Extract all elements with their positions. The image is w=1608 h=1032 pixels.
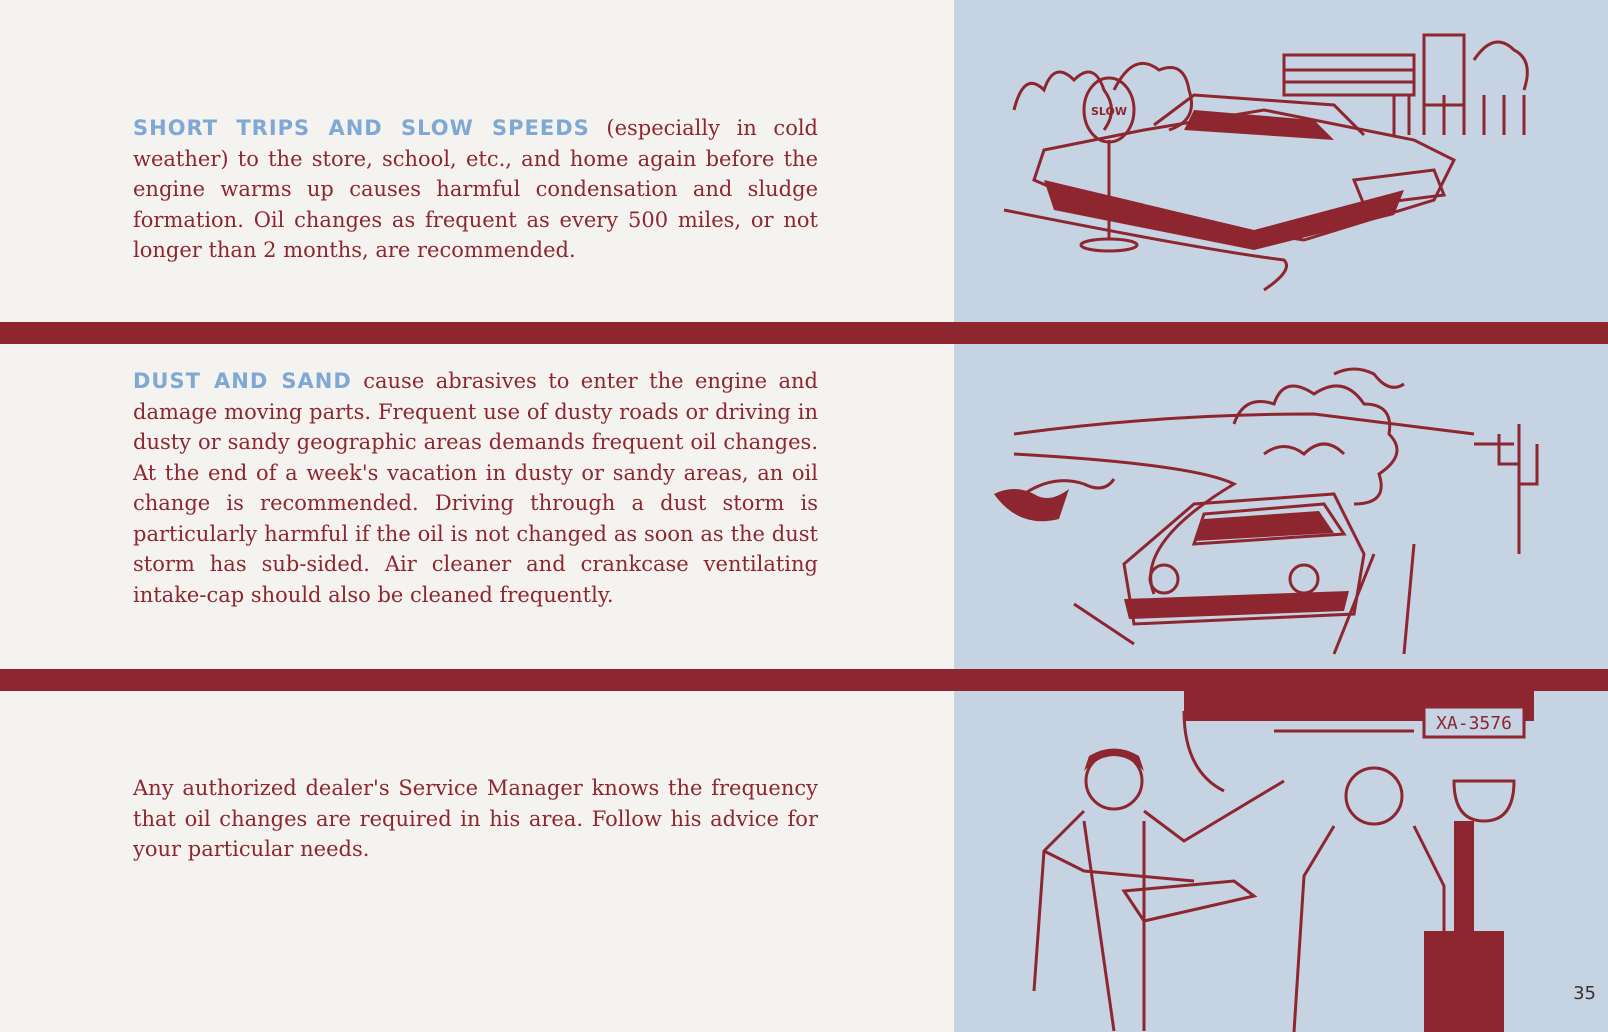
service-manager-illustration <box>954 691 1608 1032</box>
slow-sign-text: SLOW <box>1090 105 1128 118</box>
car-at-school-illustration <box>954 0 1608 322</box>
short-trips-paragraph <box>133 113 818 266</box>
car-in-dust-illustration <box>954 344 1608 669</box>
dust-sand-paragraph <box>133 366 818 610</box>
page-number: 35 <box>1573 983 1596 1004</box>
license-plate-text: XA-3576 <box>1436 713 1512 734</box>
short-trips-body: (especially in cold weather) to the store, school, etc., and home again before the engine warms up causes harmful condensation and sludge formation. Oil changes as frequent as every 500 miles, or not longer than 2 months, are recommended. <box>133 116 818 262</box>
illustration-short-trips <box>954 0 1608 322</box>
illustration-service <box>954 691 1608 1032</box>
divider-band-1 <box>0 322 1608 344</box>
dust-sand-heading: DUST AND SAND <box>133 369 352 393</box>
service-manager-paragraph <box>133 773 818 865</box>
divider-band-2 <box>0 669 1608 691</box>
short-trips-heading: SHORT TRIPS AND SLOW SPEEDS <box>133 116 590 140</box>
service-manager-body: Any authorized dealer's Service Manager knows the frequency that oil changes are required in his area. Follow his advice for your particular needs. <box>133 776 818 861</box>
dust-sand-body: cause abrasives to enter the engine and damage moving parts. Frequent use of dusty roads or driving in dusty or sandy geographic areas demands frequent oil changes. At the end of a week's vacation in dusty or sandy areas, an oil change is recommended. Driving through a dust storm is particularly harmful if the oil is not changed as soon as the dust storm has sub-sided. Air cleaner and crankcase ventilating intake-cap should also be cleaned frequently. <box>133 369 818 607</box>
illustration-dust-road <box>954 344 1608 669</box>
